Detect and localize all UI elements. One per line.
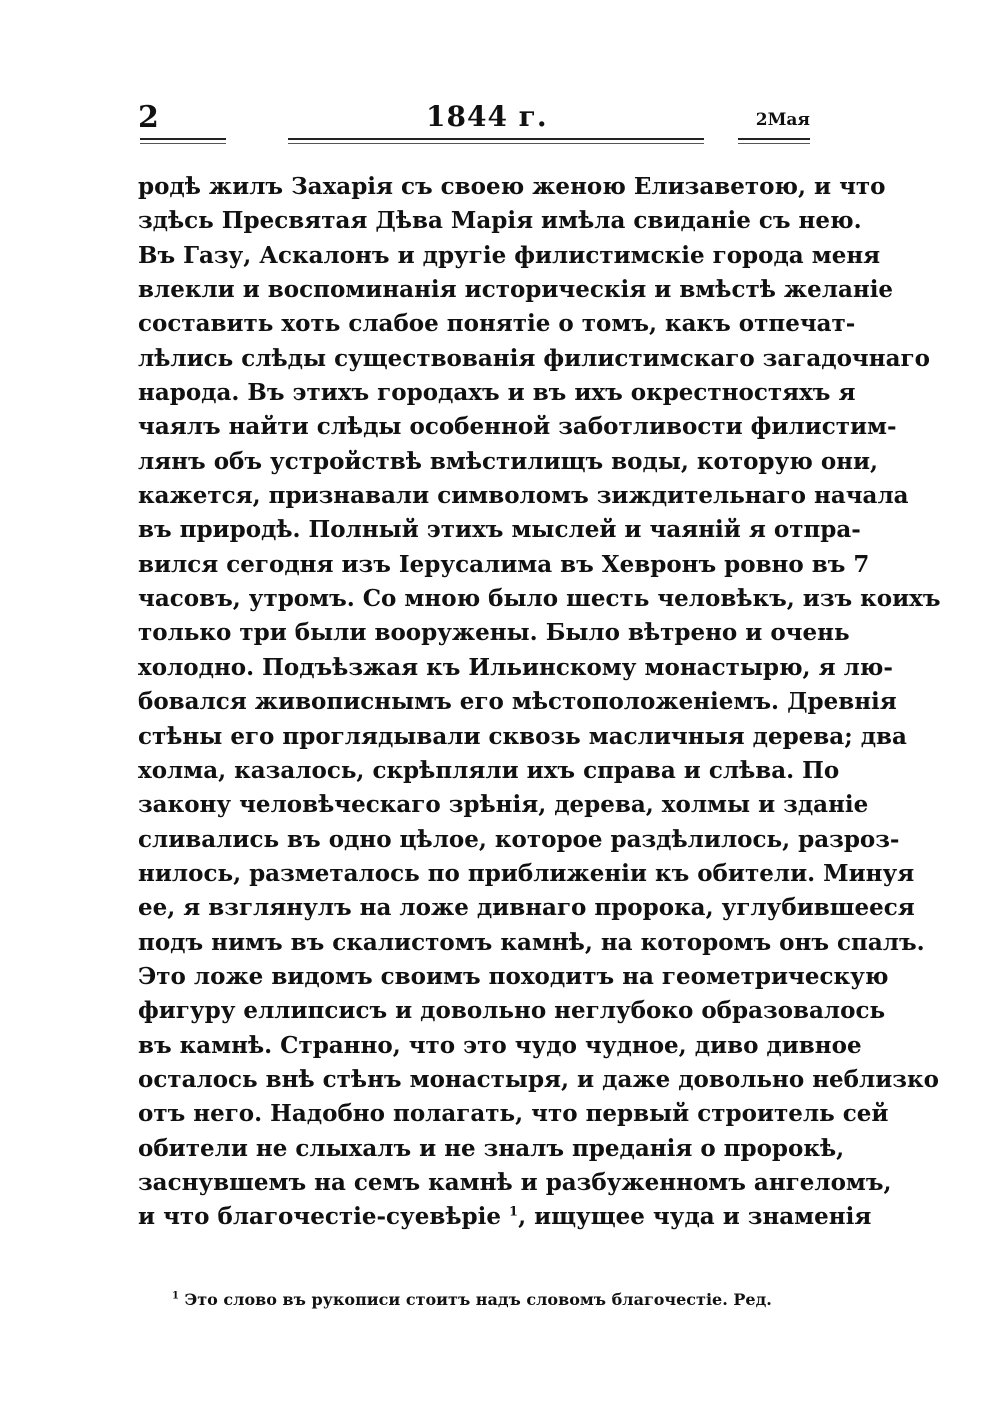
text-line: составить хоть слабое понятіе о томъ, какъ отпечат- [138,310,856,338]
footnote-reference[interactable]: 1 [509,1204,519,1220]
text-fragment: , ищущее чуда и знаменія [518,1203,872,1231]
text-line: народа. Въ этихъ городахъ и въ ихъ окрестностяхъ я [138,379,856,407]
text-line: кажется, признавали символомъ зиждительнаго начала [138,482,909,510]
text-line: осталось внѣ стѣнъ монастыря, и даже довольно неблизко [138,1065,939,1093]
text-line-last [138,1200,872,1234]
header-rule-thin [288,143,704,144]
text-line: холма, казалось, скрѣпляли ихъ справа и слѣва. По [138,756,840,784]
text-line: закону человѣческаго зрѣнія, дерева, холмы и зданіе [138,791,869,819]
text-line: лянъ объ устройствѣ вмѣстилищъ воды, которую они, [138,447,879,475]
footnote-marker: 1 [172,1290,179,1302]
header-rule [738,138,810,140]
running-title: 1844 г. [426,100,548,133]
text-line: стѣны его проглядывали сквозь масличныя дерева; два [138,722,907,750]
text-fragment: и что благочестіе-суевѣріе [138,1203,510,1231]
date-tag: 2Мая [755,110,810,130]
text-line: въ камнѣ. Странно, что это чудо чудное, диво дивное [138,1031,862,1059]
footnote-text: Это слово въ рукописи стоитъ надъ словомъ благочестіе. Ред. [178,1290,772,1309]
text-line: подъ нимъ въ скалистомъ камнѣ, на которомъ онъ спалъ. [138,928,925,956]
text-line: холодно. Подъѣзжая къ Ильинскому монастырю, я лю- [138,653,893,681]
page-header [138,96,810,146]
page-number: 2 [138,100,159,135]
text-line: здѣсь Пресвятая Дѣва Марія имѣла свиданіе съ нею. [138,207,862,235]
header-rule-thin [140,143,226,144]
text-line: влекли и воспоминанія историческія и вмѣстѣ желаніе [138,276,894,304]
text-line: Это ложе видомъ своимъ походитъ на геометрическую [138,962,889,990]
text-line: въ природѣ. Полный этихъ мыслей и чаяній я отпра- [138,516,861,544]
text-line: фигуру еллипсисъ и довольно неглубоко образовалось [138,997,886,1025]
footnote [172,1290,792,1309]
text-line: чаялъ найти слѣды особенной заботливости филистим- [138,413,897,441]
text-line: часовъ, утромъ. Со мною было шесть человѣкъ, изъ коихъ [138,585,941,613]
text-line: лѣлись слѣды существованія филистимскаго загадочнаго [138,344,930,372]
text-line: бовался живописнымъ его мѣстоположеніемъ. Древнія [138,688,897,716]
text-line: сливались въ одно цѣлое, которое раздѣлилось, разроз- [138,825,900,853]
body-text [138,170,941,1235]
text-line: заснувшемъ на семъ камнѣ и разбуженномъ ангеломъ, [138,1168,892,1196]
text-line: только три были вооружены. Было вѣтрено и очень [138,619,850,647]
text-line: родѣ жилъ Захарія съ своею женою Елизаветою, и что [138,173,886,200]
header-rule [140,138,226,140]
text-line: Въ Газу, Аскалонъ и другіе филистимскіе города меня [138,241,881,269]
text-line: вился сегодня изъ Іерусалима въ Хевронъ ровно въ 7 [138,550,870,578]
header-rule [288,138,704,140]
text-line: нилось, разметалось по приближеніи къ обители. Минуя [138,859,915,887]
text-line: ее, я взглянулъ на ложе дивнаго пророка, углубившееся [138,894,915,922]
text-line: обители не слыхалъ и не зналъ преданія о пророкѣ, [138,1134,845,1162]
header-rule-thin [738,143,810,144]
text-line: отъ него. Надобно полагать, что первый строитель сей [138,1100,889,1128]
